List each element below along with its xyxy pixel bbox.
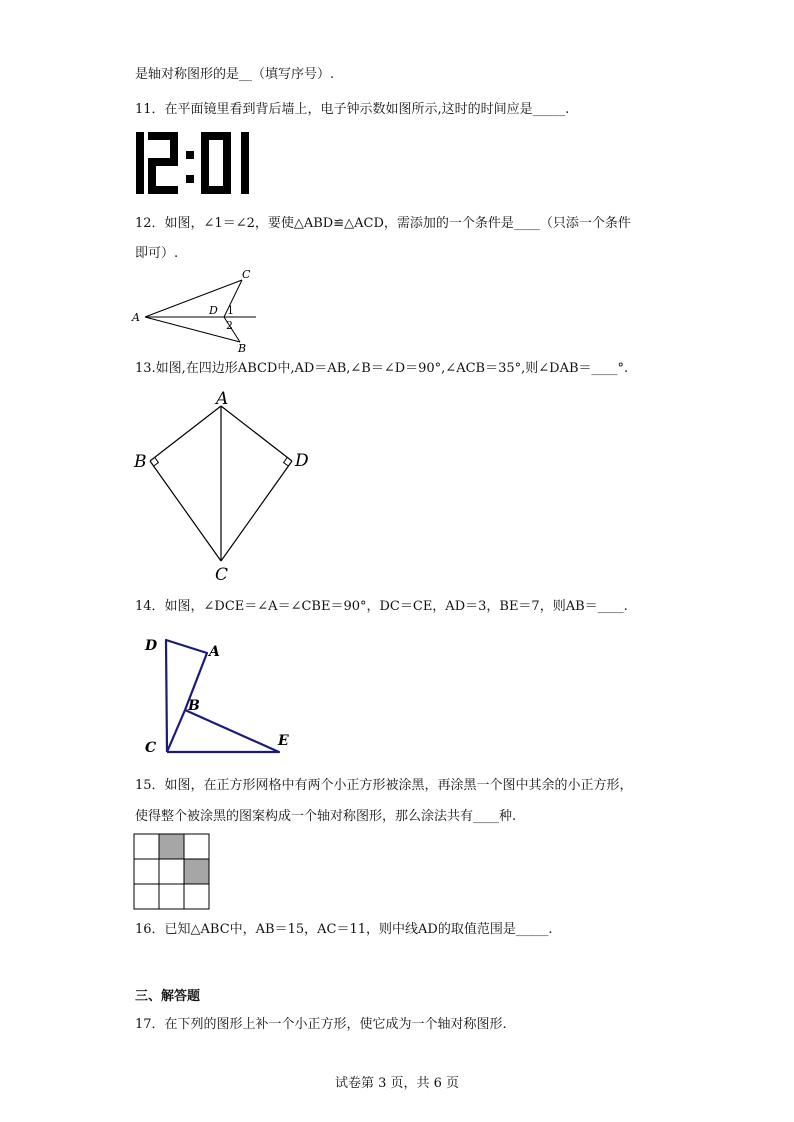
- grid-cell: [134, 884, 159, 909]
- grid-cell: [159, 859, 184, 884]
- q12-label-c: C: [242, 268, 251, 281]
- page-footer: 试卷第 3 页，共 6 页: [334, 1076, 460, 1091]
- q14-label-c: C: [145, 740, 157, 756]
- digital-clock-figure: [134, 127, 254, 201]
- q12-line2: 即可）.: [135, 246, 179, 261]
- grid-cell: [134, 859, 159, 884]
- grid-cell: [184, 884, 209, 909]
- q12-label-b: B: [238, 342, 247, 355]
- q11-text: 11．在平面镜里看到背后墙上，电子钟示数如图所示,这时的时间应是_____.: [135, 102, 570, 117]
- q12-label-2: 2: [226, 319, 233, 332]
- q15-line1: 15．如图，在正方形网格中有两个小正方形被涂黑，再涂黑一个图中其余的小正方形，: [135, 778, 633, 793]
- q13-text: 13.如图,在四边形ABCD中,AD＝AB,∠B＝∠D＝90°,∠ACB＝35°,则∠DAB＝____°.: [135, 361, 629, 376]
- q13-label-b: B: [134, 452, 147, 472]
- grid-cell: [134, 834, 159, 859]
- grid-cell-shaded: [159, 834, 184, 859]
- q12-label-d: D: [209, 304, 218, 317]
- section-heading-answers: 三、解答题: [135, 989, 201, 1004]
- q14-label-e: E: [278, 733, 289, 749]
- q12-figure: [130, 266, 270, 360]
- q12-line1: 12．如图，∠1＝∠2，要使△ABD≌△ACD，需添加的一个条件是____（只添一个条件: [135, 216, 631, 231]
- q17-text: 17．在下列的图形上补一个小正方形，使它成为一个轴对称图形.: [135, 1017, 507, 1032]
- q14-label-a: A: [209, 644, 220, 660]
- grid-cell-shaded: [184, 859, 209, 884]
- q13-label-a: A: [216, 389, 229, 409]
- q15-grid-figure: [133, 833, 213, 917]
- q14-label-b: B: [188, 698, 200, 714]
- q13-label-d: D: [295, 451, 309, 471]
- q12-label-1: 1: [227, 304, 234, 317]
- q14-figure: [138, 626, 308, 765]
- q14-label-d: D: [145, 638, 158, 654]
- grid-cell: [159, 884, 184, 909]
- q13-label-c: C: [215, 565, 229, 585]
- q15-line2: 使得整个被涂黑的图案构成一个轴对称图形，那么涂法共有____种.: [135, 809, 517, 824]
- q13-figure: [130, 388, 320, 592]
- q14-text: 14．如图，∠DCE＝∠A＝∠CBE＝90°，DC＝CE，AD＝3，BE＝7，则AB＝____.: [135, 599, 628, 614]
- q16-text: 16．已知△ABC中，AB＝15，AC＝11，则中线AD的取值范围是_____.: [135, 922, 553, 937]
- q12-label-a: A: [132, 311, 140, 324]
- q10-tail: 是轴对称图形的是__（填写序号）.: [135, 67, 335, 82]
- grid-cell: [184, 834, 209, 859]
